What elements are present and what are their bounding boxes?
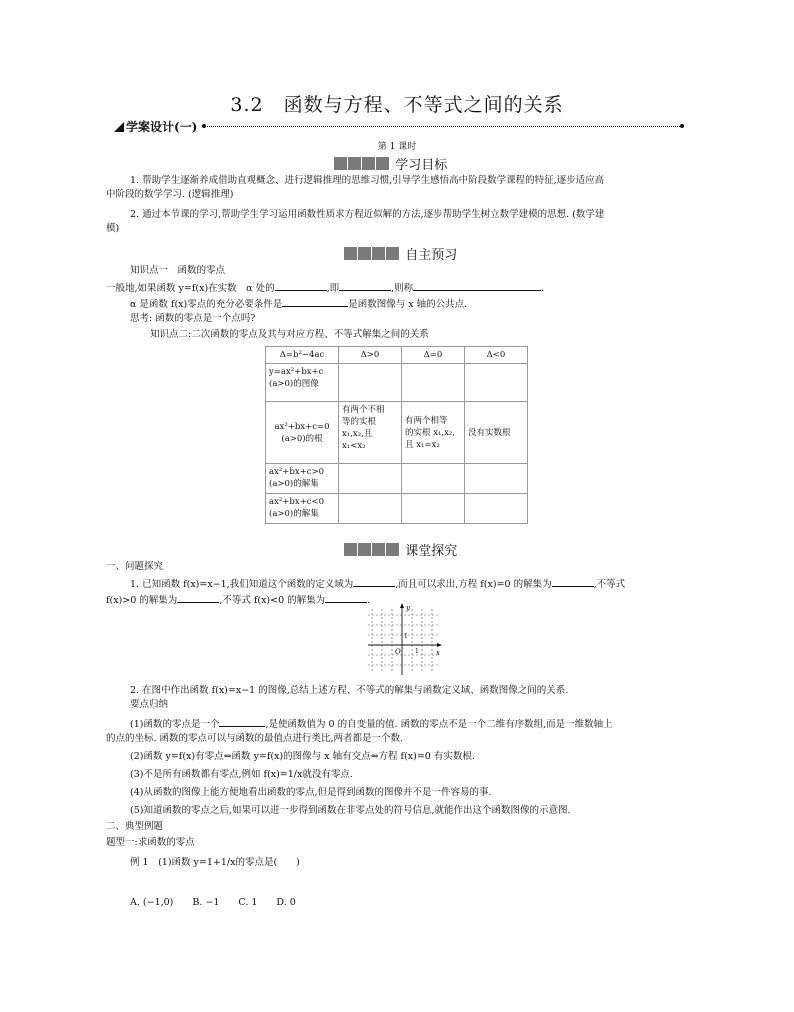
part-heading: 一、问题探究	[106, 561, 164, 572]
part-heading: 二、典型例题	[106, 821, 164, 832]
text: ,不等式	[593, 579, 626, 590]
row-label	[266, 402, 339, 464]
text: ,则称	[391, 283, 414, 294]
text: ,是使函数值为 0 的自变量的值. 函数的零点不是一个二维有序数组,而是一维数轴上	[265, 719, 613, 730]
text: ,即	[326, 283, 340, 294]
fill-blank[interactable]	[413, 280, 541, 291]
cell-line: x₁,x₂,且	[342, 429, 373, 439]
section-header-explore	[344, 540, 458, 559]
text: ,不等式 f(x)<0 的解集为	[219, 595, 326, 606]
table-cell[interactable]	[339, 364, 402, 402]
table-cell[interactable]	[465, 464, 528, 494]
lesson-label: 第 1 课时	[377, 142, 417, 152]
fill-blank[interactable]	[353, 576, 395, 587]
answer-options[interactable]: A. (−1,0) B. −1 C. 1 D. 0	[130, 897, 296, 908]
fill-blank[interactable]	[275, 280, 327, 291]
goal-line: 2. 通过本节课的学习,帮助学生学习运用函数性质求方程近似解的方法,逐步帮助学生树立数学建模的思想. (数学建	[130, 209, 605, 220]
y-tick-label: 1	[404, 633, 408, 640]
x-axis-arrow-icon	[437, 643, 442, 647]
label-line: (a>0)的解集	[269, 509, 319, 519]
think-question: 思考: 函数的零点是一个点吗?	[130, 313, 256, 324]
table-cell[interactable]	[339, 464, 402, 494]
goal-line: 模)	[106, 223, 120, 234]
row-label	[266, 364, 339, 402]
knowledge-point-2-title: 知识点二:二次函数的零点及其与对应方程、不等式解集之间的关系	[150, 329, 429, 340]
origin-label: O	[395, 648, 401, 656]
grid-svg	[368, 603, 443, 675]
text: ,而且可以求出,方程 f(x)=0 的解集为	[395, 579, 552, 590]
topic-heading: 题型一:求函数的零点	[106, 837, 195, 848]
summary-heading: 要点归纳	[130, 699, 169, 710]
summary-1-line-2: 的点的坐标. 函数的零点可以与函数的最值点进行类比,两者都是一个数.	[106, 733, 404, 744]
label-line: (a>0)的根	[281, 433, 323, 444]
coordinate-grid[interactable]	[368, 603, 443, 675]
table-cell[interactable]	[402, 364, 465, 402]
knowledge-point-1-title: 知识点一 函数的零点	[130, 265, 226, 276]
example-1: 例 1 (1)函数 y=1+1/x的零点是( )	[130, 857, 300, 868]
quadratic-table	[265, 346, 528, 524]
table-cell[interactable]	[465, 494, 528, 524]
summary-2: (2)函数 y=f(x)有零点⇔函数 y=f(x)的图像与 x 轴有交点⇔方程 f(x)=0 有实数根.	[130, 751, 475, 762]
kp1-line-1: 一般地,如果函数 y=f(x)在实数 α 处的 ,即 ,则称 .	[106, 280, 544, 296]
section-header-preview	[344, 244, 458, 263]
text: f(x)>0 的解集为	[106, 595, 178, 606]
design-header	[114, 118, 684, 136]
cell-line: 没有实数根	[468, 427, 511, 438]
cell-line: 的实根 x₁,x₂,	[405, 427, 456, 438]
table-cell[interactable]	[465, 364, 528, 402]
y-axis-label: y	[406, 604, 410, 612]
fill-blank[interactable]	[325, 592, 367, 603]
label-line: ax²+bx+c>0	[269, 467, 325, 477]
fill-blank[interactable]	[552, 576, 594, 587]
cell-line: 且 x₁=x₂	[405, 439, 440, 450]
table-cell[interactable]	[402, 494, 465, 524]
fill-blank[interactable]	[339, 280, 391, 291]
table-header-cell: Δ=b²−4ac	[266, 347, 339, 364]
text: .	[367, 595, 371, 606]
row-label	[266, 464, 339, 494]
cell-line: 有两个不相	[342, 405, 385, 415]
question-1-line-1	[130, 576, 625, 592]
cell-line: 有两个相等	[405, 415, 448, 426]
design-label: 学案设计(一)	[126, 120, 198, 134]
table-cell	[465, 402, 528, 464]
summary-4: (4)从函数的图像上能方便地看出函数的零点,但是得到函数的图像并不是一件容易的事.	[130, 787, 492, 798]
goal-line: 1. 帮助学生逐渐养成借助直观概念、进行逻辑推理的思维习惯,引导学生感悟高中阶段数学课程的特征,逐步适应高	[130, 175, 605, 186]
y-axis-arrow-icon	[400, 603, 404, 608]
label-line: ax²+bx+c=0	[274, 421, 330, 432]
grid-lines	[368, 609, 438, 673]
table-row	[266, 402, 528, 464]
label-line: ax²+bx+c<0	[269, 497, 325, 507]
table-row	[266, 464, 528, 494]
section-title: 学习目标	[395, 158, 448, 173]
cell-line: x₁<x₂	[342, 441, 366, 451]
fill-blank[interactable]	[219, 716, 265, 727]
table-row	[266, 494, 528, 524]
table-header-cell: Δ=0	[402, 347, 465, 364]
summary-3: (3)不是所有函数都有零点,例如 f(x)=1/x就没有零点.	[130, 769, 353, 780]
table-cell	[339, 402, 402, 464]
table-header-cell: Δ<0	[465, 347, 528, 364]
text: 是函数图像与 x 轴的公共点.	[348, 299, 468, 310]
cell-line: 等的实根	[342, 417, 377, 427]
text: 1. 已知函数 f(x)=x−1,我们知道这个函数的定义域为	[130, 579, 354, 590]
row-label	[266, 494, 339, 524]
section-title: 课堂探究	[405, 544, 458, 559]
label-line: (a>0)的解集	[269, 479, 319, 489]
dot-icon	[202, 124, 206, 128]
table-header-row	[266, 347, 528, 364]
page-title: 3.2 函数与方程、不等式之间的关系	[230, 94, 564, 116]
x-axis-label: x	[436, 649, 440, 657]
triangle-icon	[114, 122, 124, 132]
summary-5: (5)知道函数的零点之后,如果可以进一步得到函数在非零点处的符号信息,就能作出这个函数图像的示意图.	[130, 805, 571, 816]
table-row	[266, 364, 528, 402]
table-header-cell: Δ>0	[339, 347, 402, 364]
question-2: 2. 在图中作出函数 f(x)=x−1 的图像,总结上述方程、不等式的解集与函数定义域、函数图像之间的关系.	[130, 685, 569, 696]
fill-blank[interactable]	[282, 296, 348, 307]
question-1-line-2	[106, 592, 370, 608]
section-title: 自主预习	[405, 248, 458, 263]
text: α 是函数 f(x)零点的充分必要条件是	[130, 299, 283, 310]
table-cell	[402, 402, 465, 464]
goal-line: 中阶段的数学学习. (逻辑推理)	[106, 189, 234, 200]
text: (1)函数的零点是一个	[130, 719, 220, 730]
fill-blank[interactable]	[177, 592, 219, 603]
label-line: y=ax²+bx+c	[269, 367, 324, 377]
text: 一般地,如果函数 y=f(x)在实数 α 处的	[106, 283, 275, 294]
x-tick-label: 1	[415, 648, 419, 655]
summary-1-line-1	[130, 716, 613, 732]
dot-icon	[680, 124, 684, 128]
table-cell[interactable]	[339, 494, 402, 524]
section-header-goals	[334, 154, 448, 173]
dotted-divider	[202, 126, 684, 127]
kp1-line-2	[130, 296, 467, 312]
table-cell[interactable]	[402, 464, 465, 494]
label-line: (a>0)的图像	[269, 379, 319, 389]
